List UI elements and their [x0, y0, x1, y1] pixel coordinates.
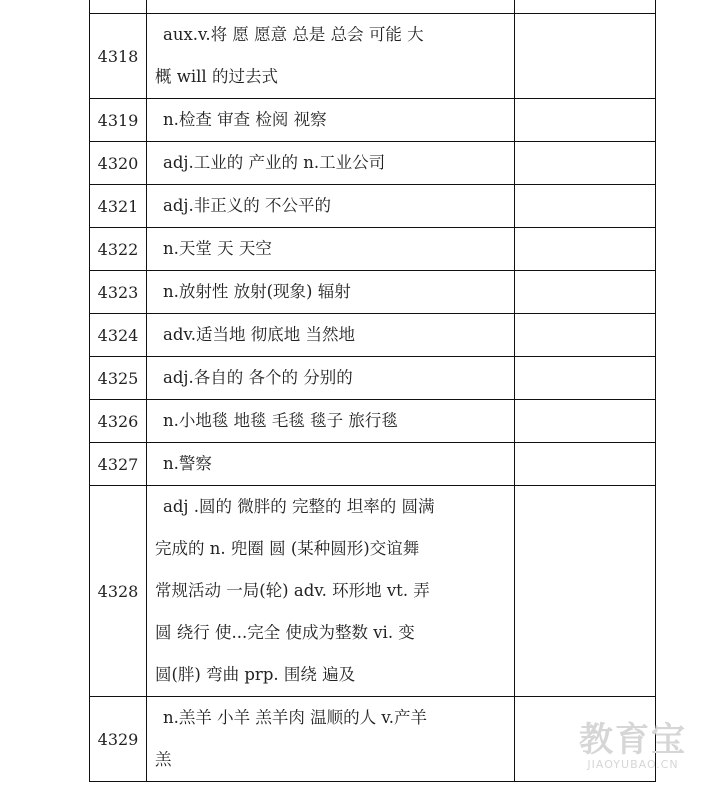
table-row [90, 14, 656, 99]
vocabulary-table [89, 0, 656, 782]
watermark-logo [579, 722, 687, 771]
definition-line: n.检查 审查 检阅 视察 [163, 110, 327, 129]
definition-line: 羔 [155, 750, 172, 769]
definition-cell [147, 486, 515, 697]
definition-line: adv.适当地 彻底地 当然地 [163, 325, 355, 344]
word-number: 4325 [90, 357, 147, 400]
empty-cell [515, 486, 656, 697]
definition-line: 完成的 n. 兜圈 圆 (某种圆形)交谊舞 [155, 539, 420, 558]
word-number: 4320 [90, 142, 147, 185]
definition-line: adj .圆的 微胖的 完整的 坦率的 圆满 [163, 497, 435, 516]
definition-line: 常规活动 一局(轮) adv. 环形地 vt. 弄 [155, 581, 430, 600]
table-row [90, 271, 656, 314]
empty-cell [515, 443, 656, 486]
definition-cell [147, 185, 515, 228]
empty-cell [515, 400, 656, 443]
table-row [90, 486, 656, 697]
table-row [90, 697, 656, 782]
empty-cell [515, 357, 656, 400]
table-row-partial [90, 0, 656, 14]
definition-cell [147, 400, 515, 443]
definition-line: adj.各自的 各个的 分别的 [163, 368, 353, 387]
definition-line: 圆(胖) 弯曲 prp. 围绕 遍及 [155, 665, 356, 684]
empty-cell [515, 185, 656, 228]
word-number: 4321 [90, 185, 147, 228]
word-number: 4322 [90, 228, 147, 271]
word-number: 4318 [90, 14, 147, 99]
table-row [90, 228, 656, 271]
definition-line: n.放射性 放射(现象) 辐射 [163, 282, 351, 301]
definition-line: n.天堂 天 天空 [163, 239, 272, 258]
empty-cell [515, 314, 656, 357]
definition-cell [147, 314, 515, 357]
word-number: 4327 [90, 443, 147, 486]
table-row [90, 142, 656, 185]
word-number: 4319 [90, 99, 147, 142]
word-number: 4324 [90, 314, 147, 357]
word-number: 4329 [90, 697, 147, 782]
table-row [90, 185, 656, 228]
table-row [90, 357, 656, 400]
empty-cell [515, 142, 656, 185]
empty-cell [515, 228, 656, 271]
word-number: 4326 [90, 400, 147, 443]
empty-cell [515, 99, 656, 142]
definition-cell [147, 271, 515, 314]
definition-line: adj.工业的 产业的 n.工业公司 [163, 153, 386, 172]
watermark-url: JIAOYUBAO.CN [587, 758, 679, 771]
definition-cell [147, 228, 515, 271]
definition-cell [147, 697, 515, 782]
table-row [90, 400, 656, 443]
definition-line: adj.非正义的 不公平的 [163, 196, 332, 215]
empty-cell [515, 271, 656, 314]
definition-line: 概 will 的过去式 [155, 67, 278, 86]
definition-cell [147, 99, 515, 142]
definition-line: 圆 绕行 使...完全 使成为整数 vi. 变 [155, 623, 415, 642]
word-number: 4323 [90, 271, 147, 314]
definition-cell [147, 142, 515, 185]
definition-line: n.羔羊 小羊 羔羊肉 温顺的人 v.产羊 [163, 708, 427, 727]
definition-cell [147, 357, 515, 400]
table-row [90, 443, 656, 486]
definition-line: n.小地毯 地毯 毛毯 毯子 旅行毯 [163, 411, 398, 430]
table-row [90, 314, 656, 357]
definition-cell [147, 14, 515, 99]
definition-line: n.警察 [163, 454, 212, 473]
definition-line: aux.v.将 愿 愿意 总是 总会 可能 大 [163, 25, 424, 44]
table-row [90, 99, 656, 142]
word-number: 4328 [90, 486, 147, 697]
empty-cell [515, 14, 656, 99]
definition-cell [147, 443, 515, 486]
watermark-text: 教育宝 [579, 720, 687, 760]
